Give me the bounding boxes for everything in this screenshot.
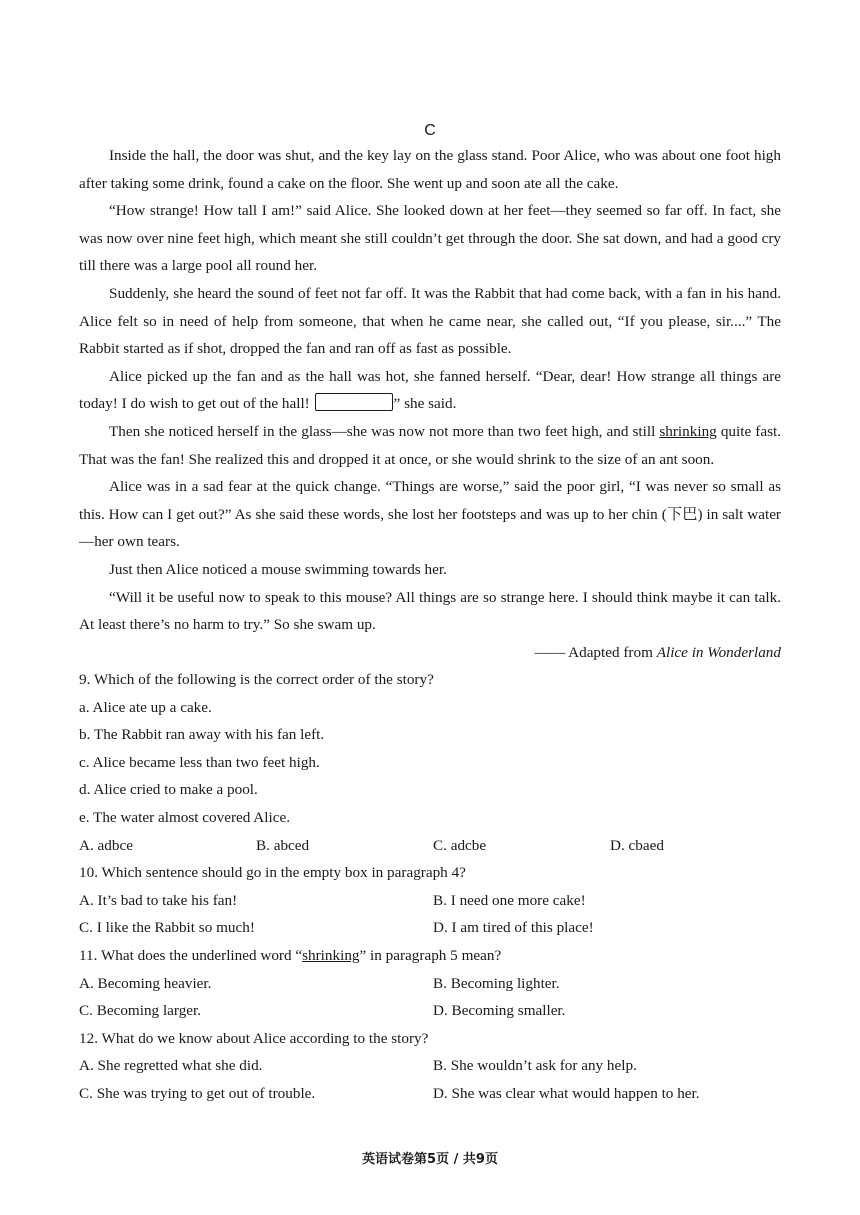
paragraph-1: Inside the hall, the door was shut, and the key lay on the glass stand. Poor Alice, who was about one foot high after taking some drink, found a cake on the floor. She went up and soon ate all the cake. — [79, 147, 781, 192]
question-9-stem: 9. Which of the following is the correct order of the story? — [79, 671, 434, 688]
empty-answer-box — [315, 393, 393, 411]
option-d: D. She was clear what would happen to her. — [433, 1084, 700, 1102]
question-9-item-c: c. Alice became less than two feet high. — [79, 753, 320, 771]
question-12-options-row-1 — [79, 1052, 781, 1080]
paragraph-2: “How strange! How tall I am!” said Alice. She looked down at her feet—they seemed so far off. In fact, she was now over nine feet high, which meant she still couldn’t get through the door. She sat down, and had a good cry till there was a large pool all round her. — [79, 202, 781, 275]
option-c: C. adcbe — [433, 836, 487, 854]
option-b: B. Becoming lighter. — [433, 974, 560, 992]
section-letter: C — [424, 122, 436, 139]
reading-passage — [79, 142, 781, 666]
question-9-options — [79, 832, 781, 860]
question-11-stem-after: ” in paragraph 5 mean? — [359, 946, 502, 964]
question-9-item-a: a. Alice ate up a cake. — [79, 698, 212, 716]
option-a: A. She regretted what she did. — [79, 1057, 263, 1075]
paragraph-5-text-after: quite fast. That was the fan! She realized this and dropped it at once, or she would shrink to the size of an ant soon. — [79, 422, 781, 468]
paragraph-5 — [79, 418, 781, 473]
paragraph-3: Suddenly, she heard the sound of feet not far off. It was the Rabbit that had come back, with a fan in his hand. Alice felt so in need of help from someone, that when he came near, she called out, “If you please, sir....” The Rabbit started as if shot, dropped the fan and ran off as fast as possible. — [79, 284, 781, 358]
paragraph-4-text-before: Alice picked up the fan and as the hall was hot, she fanned herself. “Dear, dear! How strange all things are today! I do wish to get out of the hall! — [79, 367, 781, 413]
question-9-item-e: e. The water almost covered Alice. — [79, 808, 290, 826]
option-c: C. Becoming larger. — [79, 1002, 202, 1020]
source-title: Alice in Wonderland — [656, 643, 781, 661]
option-d: D. Becoming smaller. — [433, 1002, 566, 1020]
option-a: A. Becoming heavier. — [79, 974, 212, 992]
option-d: D. cbaed — [610, 836, 664, 854]
underlined-word: shrinking — [659, 422, 717, 440]
question-9-item-b: b. The Rabbit ran away with his fan left. — [79, 726, 325, 744]
option-b: B. She wouldn’t ask for any help. — [433, 1057, 637, 1075]
question-10-options-row-2 — [79, 914, 781, 942]
question-12-stem: 12. What do we know about Alice according to the story? — [79, 1029, 429, 1047]
question-11-options-row-2 — [79, 997, 781, 1025]
option-c: C. She was trying to get out of trouble. — [79, 1084, 316, 1102]
question-11-stem — [79, 942, 781, 970]
paragraph-4 — [79, 363, 781, 418]
question-11-options-row-1 — [79, 970, 781, 998]
question-12-options-row-2 — [79, 1080, 781, 1108]
option-a: A. adbce — [79, 836, 133, 854]
question-11-underlined-word: shrinking — [302, 946, 360, 964]
option-b: B. I need one more cake! — [433, 891, 586, 909]
question-9-item-d: d. Alice cried to make a pool. — [79, 781, 258, 799]
paragraph-4-text-after: ” she said. — [393, 395, 457, 413]
source-attribution — [79, 639, 781, 667]
paragraph-7: Just then Alice noticed a mouse swimming towards her. — [109, 560, 447, 578]
source-prefix: —— Adapted from — [534, 643, 657, 661]
option-d: D. I am tired of this place! — [433, 919, 594, 937]
option-a: A. It’s bad to take his fan! — [79, 891, 238, 909]
question-list — [79, 666, 781, 1108]
option-c: C. I like the Rabbit so much! — [79, 919, 255, 937]
question-11-stem-before: 11. What does the underlined word “ — [79, 946, 303, 964]
page-footer: 英语试卷第5页 / 共9页 — [362, 1152, 498, 1167]
paragraph-8: “Will it be useful now to speak to this mouse? All things are so strange here. I should think maybe it can talk. At least there’s no harm to try.” So she swam up. — [79, 588, 781, 634]
paragraph-5-text-before: Then she noticed herself in the glass—she was now not more than two feet high, and still — [109, 422, 660, 440]
question-10-options-row-1 — [79, 887, 781, 915]
paragraph-6: Alice was in a sad fear at the quick change. “Things are worse,” said the poor girl, “I was never so small as this. How can I get out?” As she said these words, she lost her footsteps and was up to her chin (下巴) in salt water—her own tears. — [79, 478, 781, 551]
question-10-stem: 10. Which sentence should go in the empty box in paragraph 4? — [79, 864, 466, 882]
option-b: B. abced — [256, 836, 310, 854]
